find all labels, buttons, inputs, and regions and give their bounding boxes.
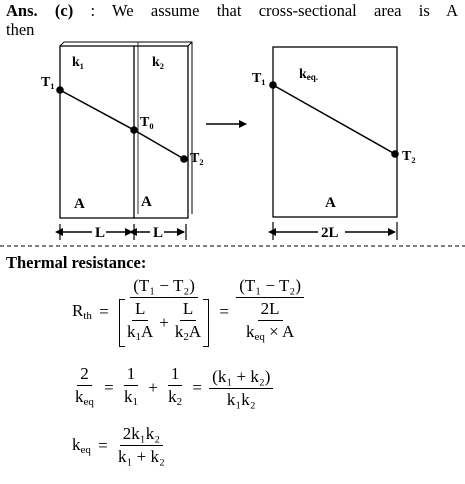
label-2L: 2L — [321, 225, 339, 241]
label-t0: T₀ — [140, 115, 154, 130]
label-k2: k₂ — [152, 55, 164, 70]
label-L-left: L — [95, 225, 106, 241]
label-area-equivalent: A — [325, 195, 336, 211]
answer-line2: then — [6, 20, 35, 39]
label-area-left: A — [74, 196, 85, 212]
eq1-numerator: (T₁ − T₂) — [130, 276, 198, 298]
section-heading: Thermal resistance: — [6, 253, 147, 272]
equation-equivalent-conductivity: $\frac{2}{k_{eq}}$ = $\frac{1}{k_1}$ + $\frac{1}{k_2}$ = $\frac{\text{(k₁ + k₂)}}{\text{k₁k₂}}$ — [72, 364, 273, 412]
label-k1: k₁ — [72, 55, 84, 70]
eq1-rhs-numerator: (T₁ − T₂) — [236, 276, 304, 298]
equation-thermal-resistance: $R_{th}$ = (T₁ − T₂) $\frac{L}{k_1A}$ + $\frac{L}{k_2A}$ = $\frac{\text{(T₁ − T₂)}}{\frac{2L}{k_{eq} \times A}}$ — [72, 276, 304, 347]
label-t2-left: T₂ — [190, 151, 204, 166]
answer-label: Ans. (c) — [6, 1, 74, 20]
equation-keq-result: $k_{eq}$ = $\frac{\text{2k₁k₂}}{\text{k₁ + k₂}}$ — [72, 424, 165, 466]
label-t1-left: T₁ — [41, 75, 55, 90]
label-keq: keq. — [299, 67, 319, 82]
label-area-right: A — [141, 194, 152, 210]
label-L-right: L — [153, 225, 164, 241]
equivalent-slab — [269, 47, 399, 217]
answer-line1: : We assume that cross-sectional area is A — [90, 1, 459, 20]
label-t2-right: T₂ — [402, 149, 416, 164]
label-t1-right: T₁ — [252, 71, 266, 86]
length-dimension-left — [60, 224, 186, 240]
